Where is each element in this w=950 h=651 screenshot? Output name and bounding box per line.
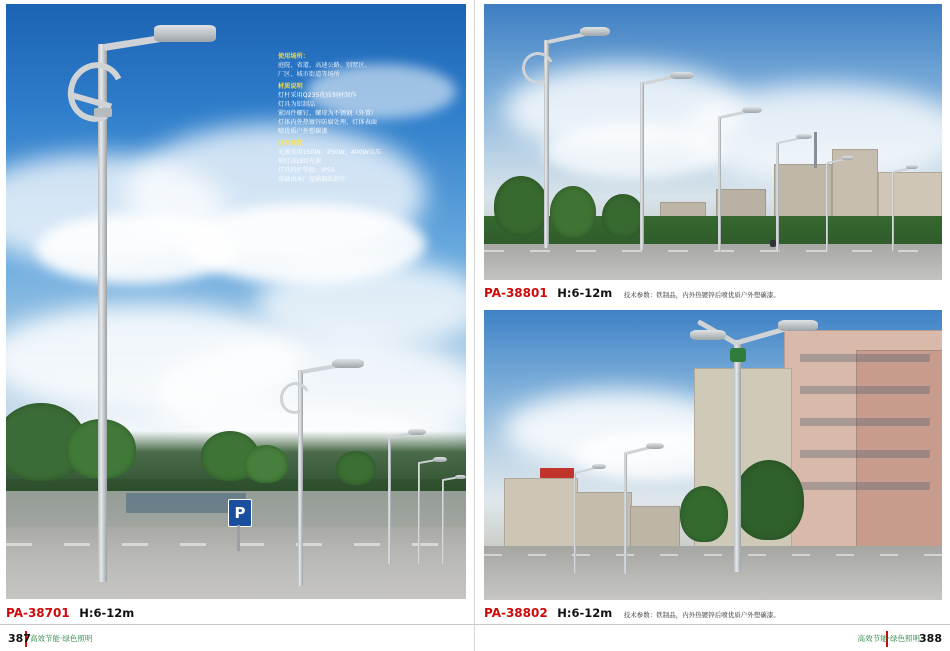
product-photo-pa38701 xyxy=(6,4,466,599)
product-code: PA-38801 xyxy=(484,286,548,300)
spec-section2-line-0: 灯杆采用Q235优质钢材制作 xyxy=(278,92,357,99)
product-photo-pa38802 xyxy=(484,310,942,600)
footer-tagline-right: 高效节能·绿色照明 xyxy=(857,634,920,643)
parking-sign: P xyxy=(228,499,252,527)
spec-section2-line-3: 灯体内外热镀锌防腐处理、灯体表面 xyxy=(278,119,377,126)
caption-pa38701 xyxy=(6,606,134,620)
spec-section2-title: 材质说明 xyxy=(278,83,303,90)
product-photo-pa38801 xyxy=(484,4,942,280)
street-lamp xyxy=(604,440,662,572)
street-lamp xyxy=(700,104,762,252)
spec-section3-line-2: 灯具的护等级：IP55 xyxy=(278,167,335,174)
product-height: H:6-12m xyxy=(557,606,613,620)
product-height: H:6-12m xyxy=(79,606,135,620)
spec-section3-line-0: 光源采用150W、250W、400W高压 xyxy=(278,149,382,156)
building-windows xyxy=(800,418,930,426)
spec-section1-line-0: 庭院、省道、高速公路、别墅区、 xyxy=(278,62,371,69)
product-code: PA-38701 xyxy=(6,606,70,620)
spec-section1-line-1: 厂区、城市街道等场所 xyxy=(278,71,340,78)
spec-text-block xyxy=(278,52,408,184)
street-lamp xyxy=(882,164,920,252)
building-windows xyxy=(800,482,930,490)
parking-sign-pole xyxy=(237,525,240,551)
street-lamp xyxy=(814,154,856,252)
spec-section2-line-2: 紧固件螺钉、螺母为不锈钢（外置） xyxy=(278,110,377,117)
spec-section2-line-1: 灯具为铝制品 xyxy=(278,101,316,108)
product-note: 技术参数：铁制品，内外热镀锌后喷优质户外塑碳漆。 xyxy=(623,611,780,619)
building-windows xyxy=(800,354,930,362)
product-height: H:6-12m xyxy=(557,286,613,300)
caption-pa38801 xyxy=(484,286,780,300)
street-lamp-main xyxy=(706,318,816,568)
spec-section2-line-4: 喷优质户外塑碳漆 xyxy=(278,128,328,135)
street-lamp-distant xyxy=(436,474,466,564)
footer-divider xyxy=(0,624,950,625)
street-lamp xyxy=(762,132,814,252)
street-lamp xyxy=(558,462,606,572)
street-lamp-main xyxy=(98,22,228,582)
page-spine xyxy=(474,0,475,651)
page-number-right: 388 xyxy=(919,632,942,645)
street-lamp xyxy=(618,68,694,250)
street-lamp-secondary xyxy=(278,356,358,586)
lamp-bracket xyxy=(730,348,746,362)
street-lamp xyxy=(518,22,608,248)
spec-section1-title: 使用场所： xyxy=(278,53,309,60)
product-note: 技术参数：铁制品，内外热镀锌后喷优质户外塑碳漆。 xyxy=(623,291,780,299)
spec-section3-title: 技术参数 xyxy=(278,140,303,147)
building-windows xyxy=(800,450,930,458)
spec-section3-line-3: 基础由本厂提供图纸制作 xyxy=(278,176,347,183)
building-windows xyxy=(800,386,930,394)
footer-tagline-left: 高效节能·绿色照明 xyxy=(30,634,93,643)
building-right xyxy=(856,350,942,566)
product-code: PA-38802 xyxy=(484,606,548,620)
spec-section3-line-1: 钠灯或LED光源 xyxy=(278,158,322,165)
page-number-left: 387 xyxy=(8,632,31,645)
caption-pa38802 xyxy=(484,606,780,620)
